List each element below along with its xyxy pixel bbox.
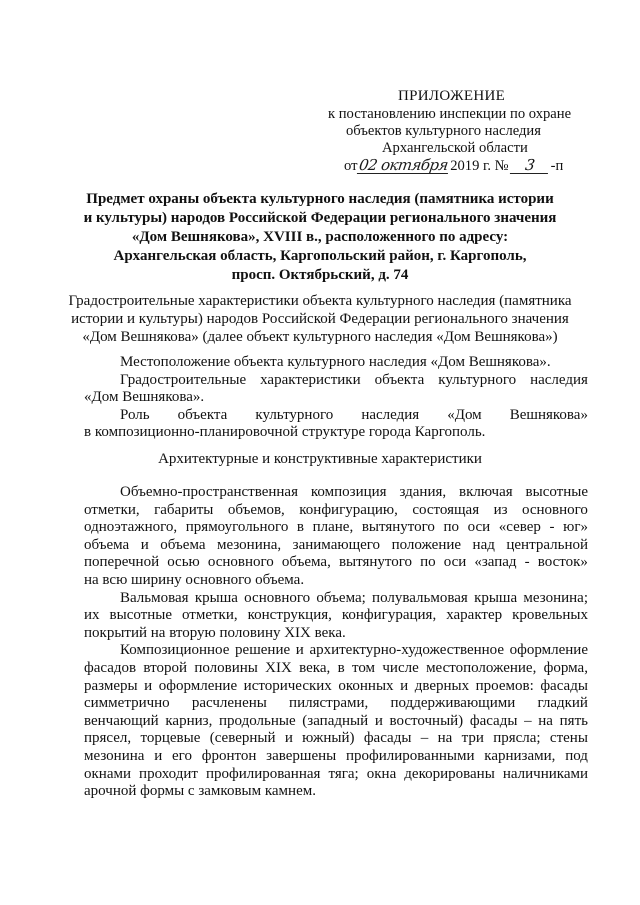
number-suffix: -п: [550, 158, 564, 174]
word: мезонина: [84, 747, 145, 764]
word: пять: [559, 712, 588, 729]
word: полувальмовая: [372, 589, 468, 606]
justified-line: [84, 713, 588, 731]
word: и: [140, 536, 149, 553]
word: его: [172, 747, 192, 764]
word: профилированными: [346, 747, 475, 764]
word: объекта: [374, 371, 425, 388]
word: композиция: [310, 484, 387, 500]
word: наследия: [361, 406, 420, 423]
word: положение: [391, 536, 462, 553]
word: поддерживающими: [390, 695, 516, 712]
word: вытянутого: [361, 519, 435, 536]
word: осью: [167, 554, 200, 571]
word: объекта: [177, 406, 228, 423]
word: Роль: [120, 406, 150, 423]
word: решение: [235, 642, 291, 659]
appendix-line-2: объектов культурного наследия: [346, 123, 541, 139]
word: -: [524, 554, 530, 571]
word: характеристики: [260, 371, 361, 388]
word: конфигурация,: [341, 607, 437, 624]
word: завершены: [266, 747, 337, 764]
appendix-line-1: к постановлению инспекции по охране: [328, 106, 572, 122]
word: карнизами,: [484, 747, 556, 764]
word: архитектурно-художественное: [309, 642, 505, 659]
word: проемов:: [475, 677, 534, 694]
word: наследия: [530, 371, 588, 388]
architecture-section-title: Архитектурные и конструктивные характеристики: [158, 451, 482, 467]
justified-line: [84, 766, 588, 784]
word: высотные: [109, 607, 172, 624]
justified-line: [84, 678, 588, 696]
word: прямоугольного: [185, 519, 289, 536]
appendix-date-line: [344, 158, 563, 175]
justified-line: [84, 642, 588, 660]
word: центральной: [506, 536, 588, 553]
word: окна: [366, 765, 397, 782]
word: состоящая: [412, 501, 480, 518]
subject-line: и культуры) народов Российской Федерации регионального значения: [83, 210, 557, 226]
word: высотные: [525, 484, 588, 500]
word: размеры: [84, 677, 138, 694]
justified-line: [84, 730, 588, 748]
word: основного: [207, 554, 274, 571]
word: в: [296, 519, 305, 536]
word: карниз,: [165, 712, 213, 729]
word: восточный): [389, 712, 464, 729]
architecture-paragraph-2: [84, 590, 588, 625]
word: -: [549, 519, 555, 536]
justified-line: [84, 695, 588, 713]
word: на: [538, 712, 553, 729]
word: наличниками: [502, 765, 588, 782]
word: Градостроительные: [120, 371, 247, 388]
word: южный): [302, 730, 355, 747]
word: половины: [194, 659, 258, 676]
urban-line: истории и культуры) народов Российской Федерации регионального значения: [71, 311, 569, 327]
word: из: [493, 501, 508, 518]
paragraph-3-end: арочной формы с замковым камнем.: [84, 783, 316, 800]
word: объема,: [281, 554, 331, 571]
justified-line: [84, 607, 588, 625]
word: оси: [443, 554, 467, 571]
subject-line: «Дом Вешнякова», XVIII в., расположенного по адресу:: [131, 229, 509, 245]
word: (северный: [209, 730, 276, 747]
word: «Дом: [447, 406, 482, 423]
word: объемов,: [227, 501, 285, 518]
justified-line: [84, 502, 588, 520]
paragraph-1-end: на всю ширину основного объема.: [84, 571, 305, 588]
word: их: [84, 607, 100, 624]
word: юг»: [563, 519, 588, 536]
word: в: [337, 659, 345, 676]
word: культурного: [438, 371, 517, 388]
word: окнами: [84, 765, 131, 782]
word: фасады: [363, 730, 412, 747]
appendix-title: ПРИЛОЖЕНИЕ: [398, 88, 506, 104]
justified-line: [84, 554, 588, 572]
word: века,: [299, 659, 331, 676]
handwritten-date: 02 октября: [358, 156, 450, 174]
justified-line: [84, 519, 588, 537]
word: основного: [521, 501, 588, 518]
urban-line: «Дом Вешнякова» (далее объект культурного наследия «Дом Вешнякова»): [82, 329, 558, 345]
location-paragraph-3-line: [84, 407, 588, 425]
word: мезонина,: [217, 536, 282, 553]
word: Вешнякова»: [509, 406, 588, 423]
word: восток»: [537, 554, 588, 571]
word: занимающего: [292, 536, 381, 553]
word: тяга;: [328, 765, 359, 782]
word: местоположение,: [426, 659, 537, 676]
word: мезонина;: [523, 589, 588, 606]
justified-line: [84, 660, 588, 678]
location-section: [84, 354, 588, 442]
word: и: [284, 730, 293, 747]
word: объема: [84, 536, 130, 553]
word: три: [461, 730, 484, 747]
location-paragraph-3-end: в композиционно-планировочной структуре города Каргополь.: [84, 424, 486, 441]
word: (западный: [302, 712, 369, 729]
subject-line: Предмет охраны объекта культурного наследия (памятника истории: [86, 191, 554, 207]
word: включая: [459, 484, 513, 500]
word: прясла;: [493, 730, 541, 747]
justified-line: [84, 484, 588, 502]
word: –: [420, 730, 429, 747]
subject-line: Архангельская область, Каргопольский район, г. Каргополь,: [113, 248, 527, 264]
word: прясел,: [84, 730, 132, 747]
word: декорированы: [404, 765, 495, 782]
word: форма,: [543, 659, 588, 676]
architecture-section: [84, 484, 588, 801]
location-paragraph-2-end: «Дом Вешнякова».: [84, 389, 205, 406]
justified-line: [84, 537, 588, 555]
word: и: [295, 642, 304, 659]
word: плане,: [312, 519, 354, 536]
word: –: [524, 712, 532, 729]
word: характер: [446, 607, 503, 624]
handwritten-number: 3: [509, 158, 549, 174]
word: пилястрами,: [289, 695, 369, 712]
word: оконных: [338, 677, 394, 694]
word: «запад: [474, 554, 517, 571]
word: торцевые: [140, 730, 201, 747]
word: стены: [549, 730, 588, 747]
subject-heading: [70, 190, 570, 285]
word: фасады: [469, 712, 518, 729]
word: исторических: [243, 677, 332, 694]
location-paragraph-1: Местоположение объекта культурного наследия «Дом Вешнякова».: [120, 354, 551, 370]
word: расчленены: [191, 695, 267, 712]
word: и: [374, 712, 383, 729]
word: и: [154, 747, 163, 764]
word: отметки,: [181, 607, 238, 624]
word: на: [437, 730, 453, 747]
word: объема;: [316, 589, 366, 606]
urban-line: Градостроительные характеристики объекта культурного наследия (памятника: [68, 293, 572, 309]
word: «север: [498, 519, 541, 536]
word: по: [420, 554, 436, 571]
word: симметрично: [84, 695, 170, 712]
date-prefix: от: [344, 158, 358, 174]
word: проходит: [139, 765, 198, 782]
justified-line: [84, 590, 588, 608]
appendix-line-3: Архангельской области: [382, 140, 528, 156]
word: вытянутого: [338, 554, 413, 571]
word: над: [472, 536, 495, 553]
word: и: [400, 677, 409, 694]
subject-line: просп. Октябрьский, д. 74: [231, 267, 409, 283]
word: второй: [143, 659, 187, 676]
word: числе: [382, 659, 419, 676]
word: габариты: [154, 501, 214, 518]
word: фронтон: [201, 747, 257, 764]
architecture-paragraph-3: [84, 642, 588, 783]
word: отметки,: [84, 501, 140, 518]
justified-line: [84, 748, 588, 766]
word: основного: [244, 589, 311, 606]
word: фасадов: [84, 659, 137, 676]
word: конфигурацию,: [299, 501, 398, 518]
word: и: [144, 677, 153, 694]
date-year: 2019 г. №: [450, 158, 509, 174]
word: том: [351, 659, 376, 676]
word: кровельных: [512, 607, 588, 624]
word: Вальмовая: [120, 589, 189, 606]
word: оформление: [158, 677, 238, 694]
word: XIX: [265, 659, 292, 676]
word: оформление: [509, 642, 588, 659]
word: крыша: [474, 589, 518, 606]
word: гладкий: [537, 695, 588, 712]
word: дверных: [414, 677, 470, 694]
word: профилированная: [205, 765, 321, 782]
word: объема: [160, 536, 206, 553]
word: оси: [467, 519, 491, 536]
word: Объемно-пространственная: [120, 484, 298, 500]
word: фасады: [540, 677, 588, 694]
word: здания,: [399, 484, 447, 500]
urban-characteristics-heading: [60, 292, 580, 346]
word: крыша: [194, 589, 238, 606]
architecture-paragraph-1: [84, 484, 588, 572]
word: продольные: [219, 712, 296, 729]
location-paragraph-2-line: [84, 372, 588, 390]
word: культурного: [255, 406, 334, 423]
word: Композиционное: [120, 642, 230, 659]
word: конструкция,: [247, 607, 332, 624]
word: поперечной: [84, 554, 160, 571]
word: венчающий: [84, 712, 159, 729]
word: под: [565, 747, 588, 764]
paragraph-2-end: покрытий на вторую половину XIX века.: [84, 624, 346, 641]
word: по: [443, 519, 460, 536]
word: одноэтажного,: [84, 519, 178, 536]
